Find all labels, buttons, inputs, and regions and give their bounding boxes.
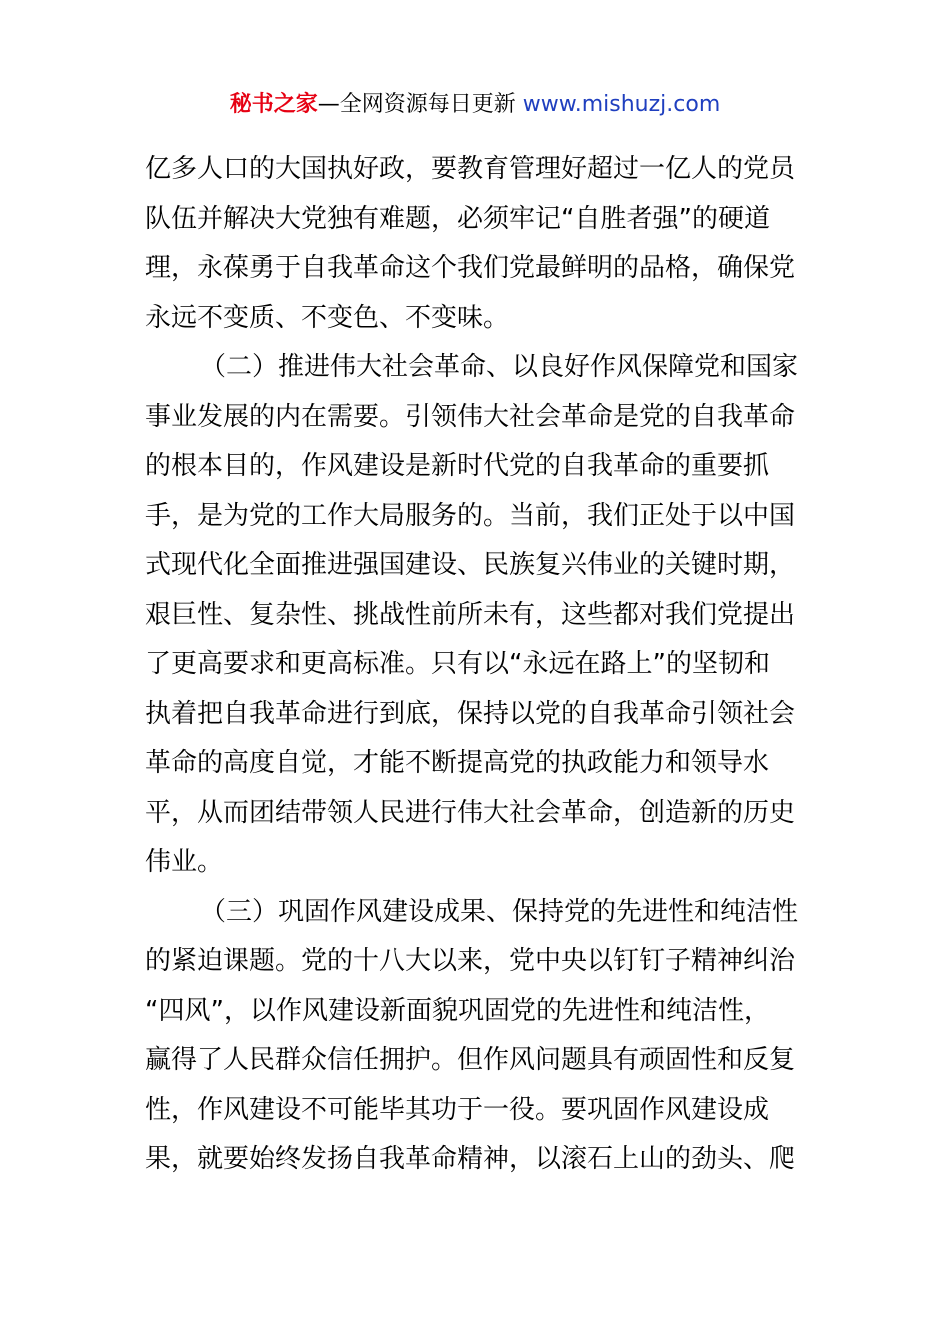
page-header bbox=[0, 86, 950, 124]
text-line: 队伍并解决大党独有难题，必须牢记“自胜者强”的硬道 bbox=[145, 203, 770, 234]
header-slogan: —全网资源每日更新 bbox=[317, 92, 516, 117]
text-line: 手，是为党的工作大局服务的。当前，我们正处于以中国 bbox=[145, 500, 796, 531]
brand-name: 秘书之家 bbox=[229, 92, 318, 117]
text-line: 的根本目的，作风建设是新时代党的自我革命的重要抓 bbox=[145, 451, 770, 481]
text-line: 的紧迫课题。党的十八大以来，党中央以钉钉子精神纠治 bbox=[145, 946, 796, 976]
text-line: 永远不变质、不变色、不变味。 bbox=[145, 302, 510, 333]
text-line: 执着把自我革命进行到底，保持以党的自我革命引领社会 bbox=[145, 698, 796, 729]
text-line: 事业发展的内在需要。引领伟大社会革命是党的自我革命 bbox=[145, 401, 796, 432]
text-line: 性，作风建设不可能毕其功于一役。要巩固作风建设成 bbox=[145, 1094, 770, 1125]
text-line: 亿多人口的大国执好政，要教育管理好超过一亿人的党员 bbox=[145, 154, 796, 184]
text-line: 伟业。 bbox=[145, 847, 224, 877]
text-line: 果，就要始终发扬自我革命精神，以滚石上山的劲头、爬 bbox=[145, 1144, 796, 1174]
site-url-link[interactable]: www.mishuzj.com bbox=[522, 92, 721, 117]
section-heading-line: （三）巩固作风建设成果、保持党的先进性和纯洁性 bbox=[200, 896, 799, 927]
text-line: 平，从而团结带领人民进行伟大社会革命，创造新的历史 bbox=[145, 797, 796, 828]
text-line: 了更高要求和更高标准。只有以“永远在路上”的坚韧和 bbox=[145, 649, 770, 679]
section-heading-line: （二）推进伟大社会革命、以良好作风保障党和国家 bbox=[200, 352, 799, 382]
text-line: 艰巨性、复杂性、挑战性前所未有，这些都对我们党提出 bbox=[145, 599, 796, 630]
text-line: 革命的高度自觉，才能不断提高党的执政能力和领导水 bbox=[145, 748, 770, 778]
text-line: 式现代化全面推进强国建设、民族复兴伟业的关键时期， bbox=[145, 550, 796, 580]
text-line: “四风”，以作风建设新面貌巩固党的先进性和纯洁性， bbox=[145, 995, 770, 1026]
text-line: 理，永葆勇于自我革命这个我们党最鲜明的品格，确保党 bbox=[145, 253, 796, 283]
text-line: 赢得了人民群众信任拥护。但作风问题具有顽固性和反复 bbox=[145, 1045, 796, 1075]
document-body bbox=[145, 145, 813, 1185]
